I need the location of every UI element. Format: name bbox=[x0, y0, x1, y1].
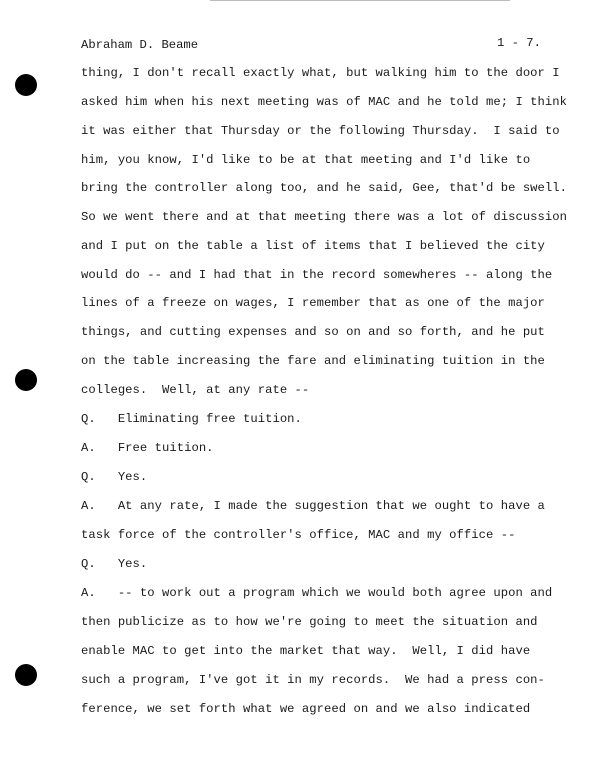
text-line: enable MAC to get into the market that way. Well, I did have bbox=[81, 644, 531, 658]
text-line: Q. Yes. bbox=[81, 470, 148, 484]
text-line: A. At any rate, I made the suggestion that we ought to have a bbox=[81, 499, 545, 513]
header-witness-name: Abraham D. Beame bbox=[81, 38, 199, 52]
top-edge-rule bbox=[210, 0, 510, 1]
text-line: it was either that Thursday or the following Thursday. I said to bbox=[81, 124, 560, 138]
text-line: A. -- to work out a program which we would both agree upon and bbox=[81, 586, 553, 600]
header-page-number: 1 - 7. bbox=[497, 36, 541, 50]
text-line: lines of a freeze on wages, I remember that as one of the major bbox=[81, 296, 545, 310]
text-line: and I put on the table a list of items that I believed the city bbox=[81, 239, 545, 253]
text-line: ference, we set forth what we agreed on and we also indicated bbox=[81, 702, 531, 716]
text-line: A. Free tuition. bbox=[81, 441, 214, 455]
text-line: asked him when his next meeting was of MAC and he told me; I think bbox=[81, 95, 568, 109]
text-line: Q. Eliminating free tuition. bbox=[81, 412, 302, 426]
text-line: would do -- and I had that in the record somewheres -- along the bbox=[81, 268, 553, 282]
text-line: things, and cutting expenses and so on and so forth, and he put bbox=[81, 325, 545, 339]
text-line: task force of the controller's office, MAC and my office -- bbox=[81, 528, 516, 542]
text-line: So we went there and at that meeting there was a lot of discussion bbox=[81, 210, 568, 224]
punch-hole-middle bbox=[15, 369, 37, 391]
text-line: colleges. Well, at any rate -- bbox=[81, 383, 310, 397]
text-line: then publicize as to how we're going to meet the situation and bbox=[81, 615, 538, 629]
text-line: Q. Yes. bbox=[81, 557, 148, 571]
text-line: bring the controller along too, and he said, Gee, that'd be swell. bbox=[81, 181, 568, 195]
text-line: such a program, I've got it in my records. We had a press con- bbox=[81, 673, 545, 687]
text-line: on the table increasing the fare and eliminating tuition in the bbox=[81, 354, 545, 368]
punch-hole-bottom bbox=[15, 664, 37, 686]
text-line: thing, I don't recall exactly what, but walking him to the door I bbox=[81, 66, 560, 80]
text-line: him, you know, I'd like to be at that meeting and I'd like to bbox=[81, 153, 531, 167]
punch-hole-top bbox=[15, 74, 37, 96]
